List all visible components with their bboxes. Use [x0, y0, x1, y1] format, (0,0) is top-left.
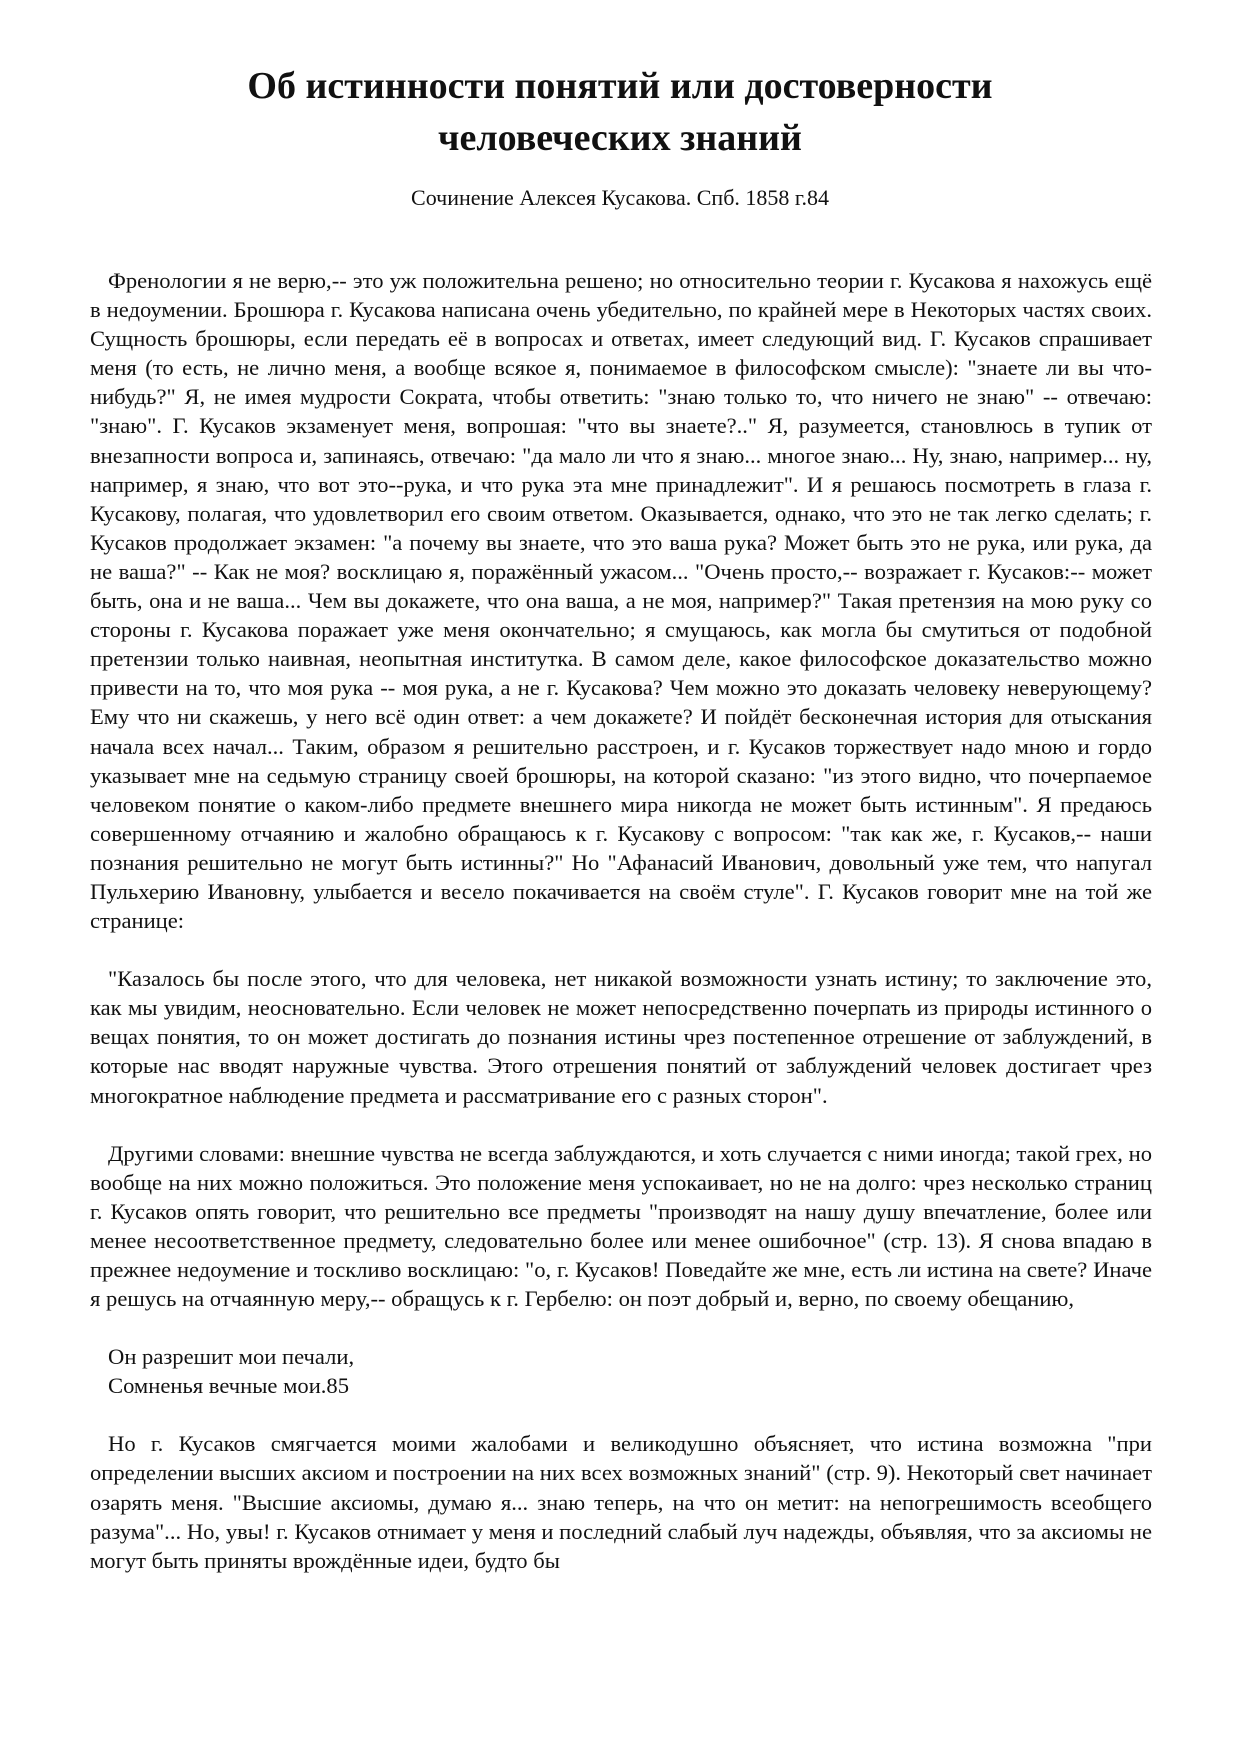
quote-paragraph: "Казалось бы после этого, что для человека, нет никакой возможности узнать истину; то заключение это, как мы увидим, неосновательно. Если человек не может непосредственно почерпать из природы истинного о вещах понятия, то он может достигать до познания истины чрез постепенное отрешение от заблуждений, в которые нас вводят наружные чувства. Этого отрешения понятий от заблуждений человек достигает чрез многократное наблюдение предмета и рассматривание его с разных сторон".: [90, 966, 1152, 1108]
paragraph-gap: [90, 1110, 1152, 1139]
paragraph-3: Другими словами: внешние чувства не всегда заблуждаются, и хоть случается с ними иногда; такой грех, но вообще на них можно положиться. Это положение меня успокаивает, но не на долго: чрез несколько страниц г. Кусаков опять говорит, что решительно все предметы "производят на нашу душу впечатление, более или менее несоответственное предмету, следовательно более или менее ошибочное" (стр. 13). Я снова впадаю в прежнее недоумение и тоскливо восклицаю: "о, г. Кусаков! Поведайте же мне, есть ли истина на свете? Иначе я решусь на отчаянную меру,-- обращусь к г. Гербелю: он поэт добрый и, верно, по своему обещанию,: [90, 1140, 1152, 1312]
poem-line-1: Он разрешит мои печали,: [108, 1344, 355, 1370]
body-text: [90, 266, 1152, 1575]
paragraph-gap: [90, 935, 1152, 964]
paragraph-gap: [90, 1400, 1152, 1429]
title-line-1: Об истинности понятий или достоверности: [247, 65, 993, 107]
poem-quote: [90, 1342, 1152, 1400]
poem-line-2: Сомненья вечные мои.85: [108, 1373, 350, 1399]
paragraph-gap: [90, 1313, 1152, 1342]
paragraph-1: Френологии я не верю,-- это уж положительна решено; но относительно теории г. Кусакова я нахожусь ещё в недоумении. Брошюра г. Кусакова написана очень убедительно, по крайней мере в Некоторых частях своих. Сущность брошюры, если передать её в вопросах и ответах, имеет следующий вид. Г. Кусаков спрашивает меня (то есть, не лично меня, а вообще всякое я, понимаемое в философском смысле): "знаете ли вы что-нибудь?" Я, не имея мудрости Сократа, чтобы ответить: "знаю только то, что ничего не знаю" -- отвечаю: "знаю". Г. Кусаков экзаменует меня, вопрошая: "что вы знаете?.." Я, разумеется, становлюсь в тупик от внезапности вопроса и, запинаясь, отвечаю: "да мало ли что я знаю... многое знаю... Ну, знаю, например... ну, например, я знаю, что вот это--рука, и что рука эта мне принадлежит". И я решаюсь посмотреть в глаза г. Кусакову, полагая, что удовлетворил его своим ответом. Оказывается, однако, что это не так легко сделать; г. Кусаков продолжает экзамен: "а почему вы знаете, что это ваша рука? Может быть это не рука, или рука, да не ваша?" -- Как не моя? восклицаю я, поражённый ужасом... "Очень просто,-- возражает г. Кусаков:-- может быть, она и не ваша... Чем вы докажете, что она ваша, а не моя, например?" Такая претензия на мою руку со стороны г. Кусакова поражает уже меня окончательно; я смущаюсь, как могла бы смутиться от подобной претензии только наивная, неопытная институтка. В самом деле, какое философское доказательство можно привести на то, что моя рука -- моя рука, а не г. Кусакова? Чем можно это доказать человеку неверующему? Ему что ни скажешь, у него всё один ответ: а чем докажете? И пойдёт бесконечная история для отыскания начала всех начал... Таким, образом я решительно расстроен, и г. Кусаков торжествует надо мною и гордо указывает мне на седьмую страницу своей брошюры, на которой сказано: "из этого видно, что почерпаемое человеком понятие о каком-либо предмете внешнего мира никогда не может быть истинным". Я предаюсь совершенному отчаянию и жалобно обращаюсь к г. Кусакову с вопросом: "так как же, г. Кусаков,-- наши познания решительно не могут быть истинны?" Но "Афанасий Иванович, довольный уже тем, что напугал Пульхерию Ивановну, улыбается и весело покачивается на своём стуле". Г. Кусаков говорит мне на той же странице:: [90, 268, 1152, 934]
final-paragraph: Но г. Кусаков смягчается моими жалобами и великодушно объясняет, что истина возможна "при определении высших аксиом и построении на них всех возможных знаний" (стр. 9). Некоторый свет начинает озарять меня. "Высшие аксиомы, думаю я... знаю теперь, на что он метит: на непогрешимость всеобщего разума"... Но, увы! г. Кусаков отнимает у меня и последний слабый луч надежды, объявляя, что за аксиомы не могут быть приняты врождённые идеи, будто бы: [90, 1431, 1152, 1573]
subtitle: Сочинение Алексея Кусакова. Спб. 1858 г.84: [411, 185, 829, 210]
title-line-2: человеческих знаний: [438, 117, 802, 159]
page-title: [0, 60, 1240, 164]
